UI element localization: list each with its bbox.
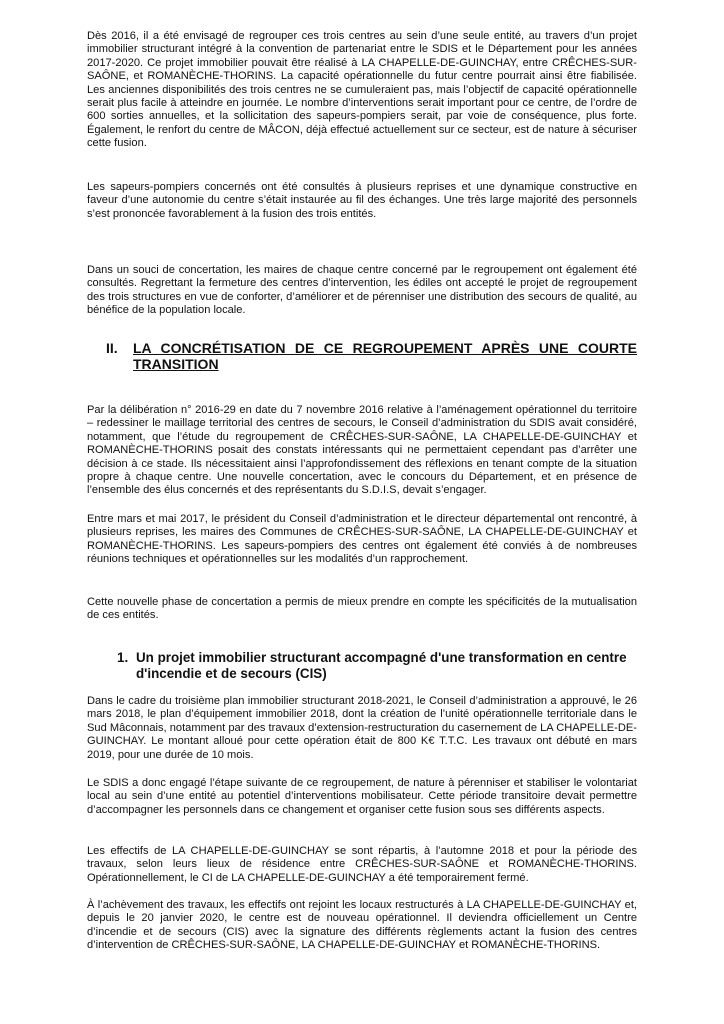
paragraph-transition-period: Le SDIS a donc engagé l’étape suivante de ce regroupement, de nature à pérenniser et stabiliser le volontariat local au sein d’une entité au potentiel d’interventions mobilisateur. Cette période transitoire devait permettre d’accompagner les personnels dans ce changement et organiser cette fusion sous ses différents aspects.: [87, 777, 637, 816]
paragraph-meetings-2017: Entre mars et mai 2017, le président du Conseil d’administration et le directeur départemental ont rencontré, à plusieurs reprises, les maires des Communes de CRÊCHES-SUR-SAÔNE, LA CHAPELLE-DE-GUINCHAY et ROMANÈCHE-THORINS. Les sapeurs-pompiers des centres ont également été conviés à de nombreuses réunions techniques et opérationnelles sur les modalités d’un rapprochement.: [87, 513, 637, 566]
section-title: LA CONCRÉTISATION DE CE REGROUPEMENT APRÈS UNE COURTE TRANSITION: [133, 340, 637, 372]
paragraph-mayors-consulted: Dans un souci de concertation, les maires de chaque centre concerné par le regroupement ont également été consultés. Regrettant la fermeture des centres d’intervention, les édiles ont accepté le projet de regroupement des trois structures en vue de conforter, d’améliorer et de pérenniser une distribution des secours de qualité, au bénéfice de la population locale.: [87, 264, 637, 317]
paragraph-deliberation: Par la délibération n° 2016-29 en date du 7 novembre 2016 relative à l’aménagement opérationnel du territoire – redessiner le maillage territorial des centres de secours, le Conseil d’administration du SDIS avait considéré, notamment, que l’étude du regroupement de CRÊCHES-SUR-SAÔNE, LA CHAPELLE-DE-GUINCHAY et ROMANÈCHE-THORINS posait des constats intéressants qui ne permettaient cependant pas d’arrêter une décision à ce stade. Ils nécessitaient ainsi l’approfondissement des réflexions en tenant compte de la situation propre à chaque centre. Une nouvelle concertation, avec le concours du Département, et en présence de l’ensemble des élus concernés et des représentants du S.D.I.S, devait s’engager.: [87, 404, 637, 497]
paragraph-works-completion: À l’achèvement des travaux, les effectifs ont rejoint les locaux restructurés à LA CHAPELLE-DE-GUINCHAY et, depuis le 20 janvier 2020, le centre est de nouveau opérationnel. Il deviendra officiellement un Centre d’incendie et de secours (CIS) avec la signature des différents règlements actant la fusion des centres d’intervention de CRÊCHES-SUR-SAÔNE, LA CHAPELLE-DE-GUINCHAY et ROMANÈCHE-THORINS.: [87, 899, 637, 952]
paragraph-regroupement-project: Dès 2016, il a été envisagé de regrouper ces trois centres au sein d’une seule entité, au travers d’un projet immobilier structurant intégré à la convention de partenariat entre le SDIS et le Département pour les années 2017-2020. Ce projet immobilier pouvait être réalisé à LA CHAPELLE-DE-GUINCHAY, entre CRÊCHES-SUR-SAÔNE, et ROMANÈCHE-THORINS. La capacité opérationnelle du futur centre pourrait ainsi être fiabilisée. Les anciennes disponibilités des trois centres ne se cumuleraient pas, mais l’objectif de capacité opérationnelle serait plus facile à atteindre en journée. Le nombre d’interventions serait important pour ce centre, de l’ordre de 600 sorties annuelles, et la sollicitation des sapeurs-pompiers serait, par voie de conséquence, plus forte. Également, le renfort du centre de MÂCON, déjà effectué actuellement sur ce secteur, est de nature à sécuriser cette fusion.: [87, 30, 637, 150]
section-number: II.: [106, 340, 118, 356]
subsection-title: Un projet immobilier structurant accompagné d'une transformation en centre d'incendie et de secours (CIS): [136, 650, 627, 681]
paragraph-immobilier-plan: Dans le cadre du troisième plan immobilier structurant 2018-2021, le Conseil d’administration a approuvé, le 26 mars 2018, le plan d’équipement immobilier 2018, dont la création de l’unité opérationnelle territoriale dans le Sud Mâconnais, notamment par des travaux d’extension-restructuration du casernement de LA CHAPELLE-DE-GUINCHAY. Le montant alloué pour cette opération était de 800 K€ T.T.C. Les travaux ont débuté en mars 2019, pour une durée de 10 mois.: [87, 695, 637, 761]
paragraph-staff-redistribution: Les effectifs de LA CHAPELLE-DE-GUINCHAY se sont répartis, à l’automne 2018 et pour la période des travaux, selon leurs lieux de résidence entre CRÊCHES-SUR-SAÔNE et ROMANÈCHE-THORINS. Opérationnellement, le CI de LA CHAPELLE-DE-GUINCHAY a été temporairement fermé.: [87, 845, 637, 884]
subsection-number: 1.: [117, 650, 129, 665]
paragraph-concertation-phase: Cette nouvelle phase de concertation a permis de mieux prendre en compte les spécificités de la mutualisation de ces entités.: [87, 596, 637, 622]
paragraph-firefighters-consulted: Les sapeurs-pompiers concernés ont été consultés à plusieurs reprises et une dynamique constructive en faveur d’une autonomie du centre s’était instaurée au fil des échanges. Une très large majorité des personnels s’est prononcée favorablement à la fusion des trois entités.: [87, 181, 637, 220]
